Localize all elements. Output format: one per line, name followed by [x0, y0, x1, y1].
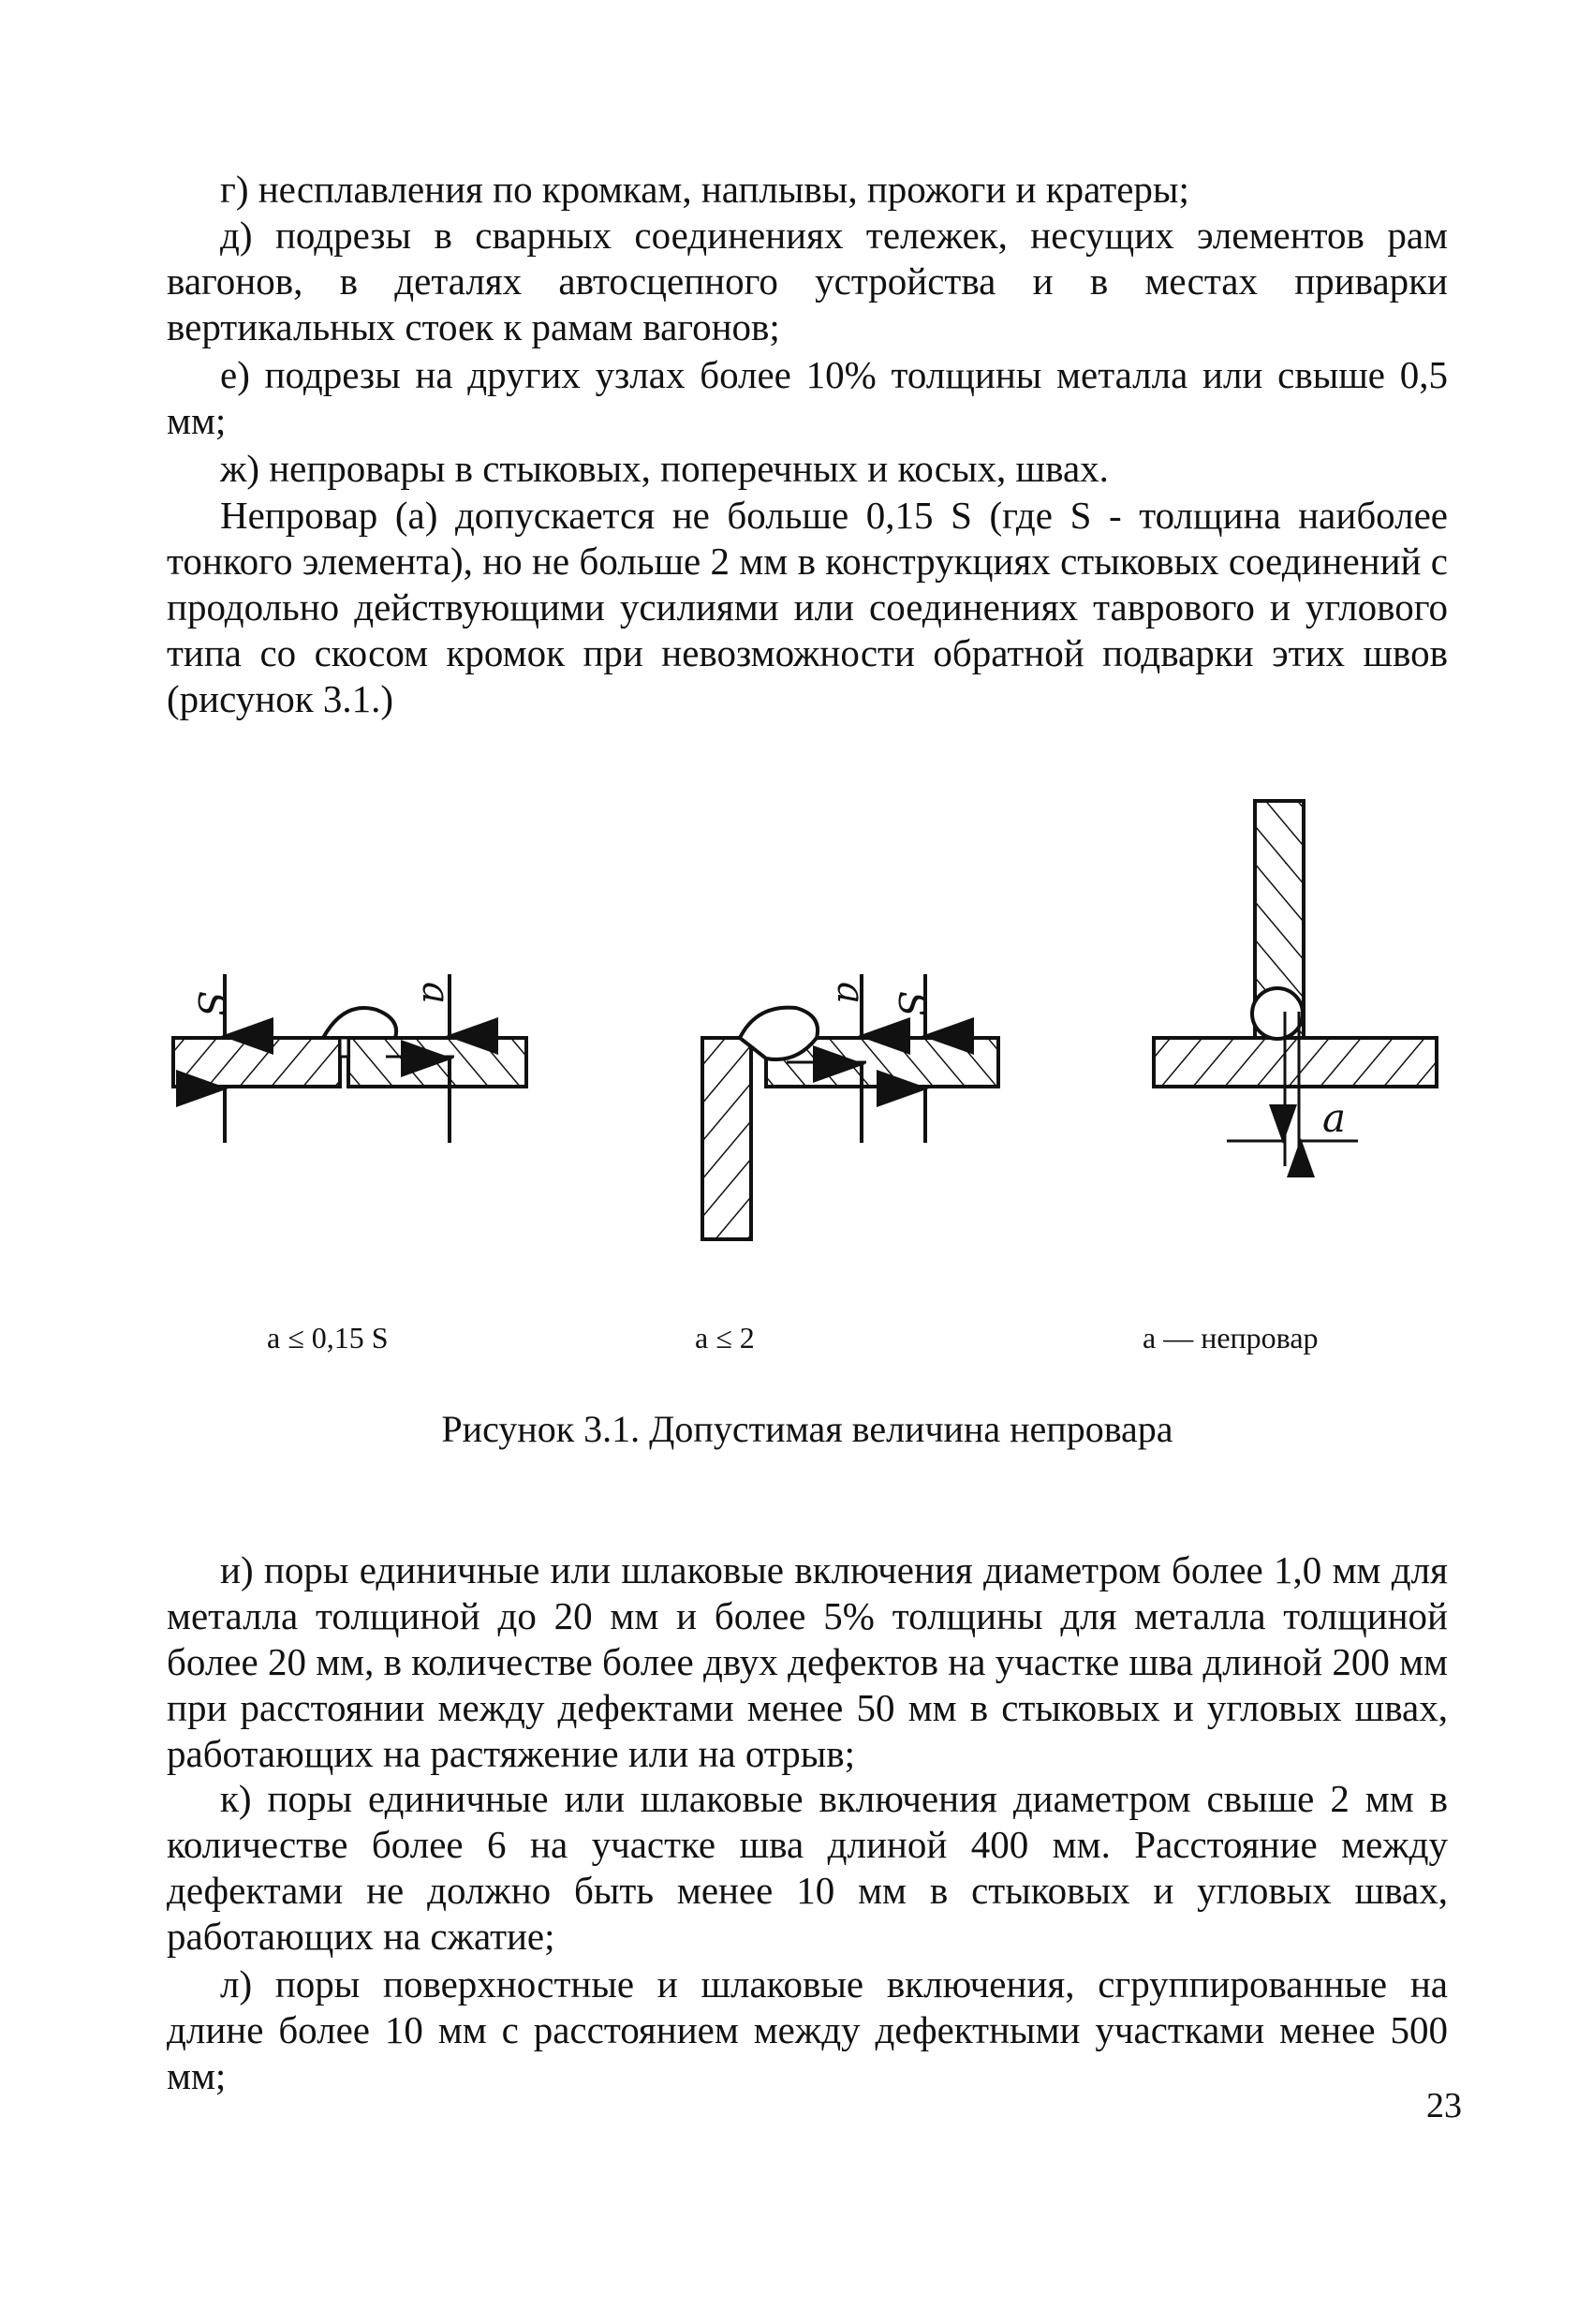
- paragraph-l: л) поры поверхностные и шлаковые включения, сгруппированные на длине более 10 мм с расстоянием между дефектными участками менее 500 мм;: [167, 1962, 1448, 2097]
- paragraph-zh: ж) непровары в стыковых, поперечных и косых, швах.: [220, 447, 1109, 490]
- base-plate: [1154, 1038, 1437, 1087]
- label-s-2: S: [890, 991, 933, 1017]
- label-butt-joint: a ≤ 0,15 S: [267, 1321, 389, 1354]
- label-s-1: S: [189, 991, 232, 1017]
- diagram-butt-joint: [173, 974, 526, 1143]
- weld-root-circle: [1252, 988, 1303, 1039]
- paragraph-e: е) подрезы на других узлах более 10% толщины металла или свыше 0,5 мм;: [167, 353, 1448, 442]
- figure-3-1: [140, 787, 1470, 1354]
- lack-of-penetration: [340, 1038, 348, 1057]
- label-t-joint: а — непровар: [1143, 1321, 1319, 1354]
- paragraph-d: д) подрезы в сварных соединениях тележек, несущих элементов рам вагонов, в деталях автосцепного устройства и в местах приварки вертикальных стоек к рамам вагонов;: [167, 214, 1448, 348]
- label-a-2: a: [829, 982, 872, 1004]
- vertical-plate: [702, 1038, 751, 1239]
- label-a-3: a: [1322, 1095, 1347, 1141]
- plate-right: [348, 1038, 526, 1087]
- paragraph-k: к) поры единичные или шлаковые включения диаметром свыше 2 мм в количестве более 6 на участке шва длиной 400 мм. Расстояние между дефектами не должно быть менее 10 мм в стыковых и угловых швах, работающих на сжатие;: [167, 1777, 1448, 1958]
- label-corner-joint: a ≤ 2: [695, 1321, 755, 1354]
- page-number: 23: [1426, 2086, 1462, 2125]
- diagram-t-joint: [1154, 801, 1437, 1166]
- figure-caption: Рисунок 3.1. Допустимая величина непровара: [441, 1408, 1173, 1450]
- label-a-1: a: [414, 982, 457, 1004]
- paragraph-neprovar: Непровар (а) допускается не больше 0,15 S (где S - толщина наиболее тонкого элемента), но не больше 2 мм в конструкциях стыковых соединений с продольно действующими усилиями или соединениях таврового и углового типа со скосом кромок при невозможности обратной подварки этих швов (рисунок 3.1.): [167, 494, 1448, 720]
- weld-bead: [323, 1008, 396, 1038]
- weld-diagrams: [140, 787, 1470, 1349]
- paragraph-g: г) несплавления по кромкам, наплывы, прожоги и кратеры;: [220, 168, 1189, 211]
- plate-left: [173, 1038, 340, 1087]
- paragraph-i: и) поры единичные или шлаковые включения диаметром более 1,0 мм для металла толщиной до 20 мм и более 5% толщины для металла толщиной более 20 мм, в количестве более двух дефектов на участке шва длиной 200 мм при расстоянии между дефектами менее 50 мм в стыковых и угловых швах, работающих на растяжение или на отрыв;: [167, 1548, 1448, 1775]
- diagram-corner-joint: [702, 974, 998, 1239]
